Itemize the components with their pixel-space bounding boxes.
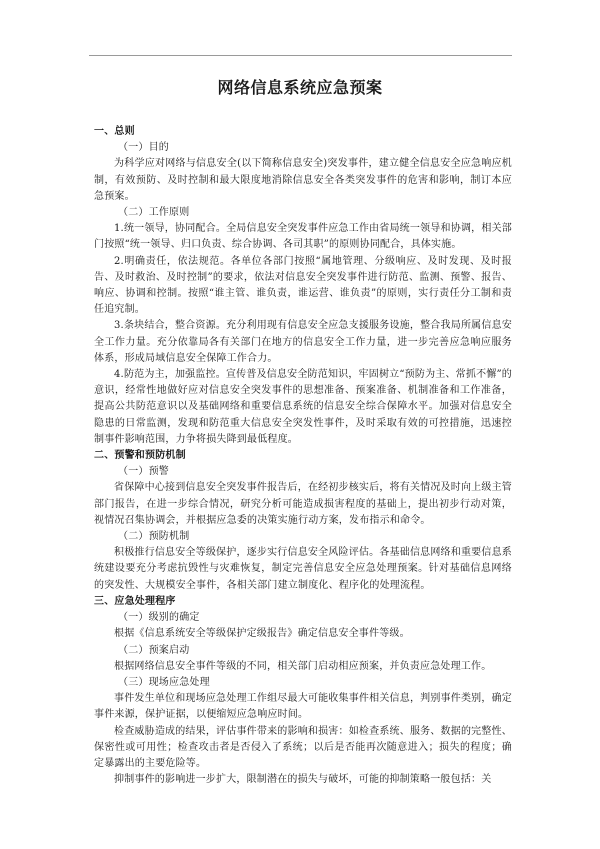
- paragraph: 4.防范为主，加强监控。宣传普及信息安全防范知识，牢固树立“预防为主、常抓不懈”的意识，经常性地做好应对信息安全突发事件的思想准备、预案准备、机制准备和工作准备，提高公共防范意识以及基础网络和重要信息系统的信息安全综合保障水平。加强对信息安全隐患的日常监测，发现和防范重大信息安全突发性事件，及时采取有效的可控措施，迅速控制事件影响范围，力争将损失降到最低程度。: [94, 369, 512, 445]
- document-body: [94, 124, 512, 788]
- subsection-heading: （二）工作原则: [118, 207, 190, 219]
- section-heading: 二、预警和预防机制: [94, 450, 186, 462]
- paragraph: 为科学应对网络与信息安全(以下简称信息安全)突发事件，建立健全信息安全应急响应机制，有效预防、及时控制和最大限度地消除信息安全各类突发事件的危害和影响，制订本应急预案。: [94, 158, 512, 202]
- paragraph: 1.统一领导，协同配合。全局信息安全突发事件应急工作由省局统一领导和协调，相关部门按照“统一领导、归口负责、综合协调、各司其职”的原则协同配合，具体实施。: [94, 223, 512, 251]
- subsection-heading: （一）预警: [118, 466, 169, 478]
- page-title: 网络信息系统应急预案: [217, 78, 383, 97]
- subsection-heading: （三）现场应急处理: [118, 676, 210, 688]
- paragraph: 省保障中心接到信息安全突发事件报告后，在经初步核实后，将有关情况及时向上级主管部门报告，在进一步综合情况，研究分析可能造成损害程度的基础上，提出初步行动对策，视情况召集协调会，并根据应急委的决策实施行动方案，发布指示和命令。: [94, 482, 512, 526]
- section-heading: 一、总则: [94, 126, 135, 137]
- subsection-heading: （一）级别的确定: [118, 612, 200, 624]
- paragraph: 检查威胁造成的结果，评估事件带来的影响和损害：如检查系统、服务、数据的完整性、保密性或可用性；检查攻击者是否侵入了系统；以后是否能再次随意进入；损失的程度；确定暴露出的主要危险等。: [94, 725, 512, 769]
- subsection-heading: （二）预防机制: [118, 531, 190, 543]
- subsection-heading: （一）目的: [118, 142, 169, 154]
- paragraph: 抑制事件的影响进一步扩大，限制潜在的损失与破坏，可能的抑制策略一般包括：关: [114, 774, 492, 786]
- section-heading: 三、应急处理程序: [94, 595, 176, 607]
- paragraph: 2.明确责任，依法规范。各单位各部门按照“属地管理、分级响应、及时发现、及时报告、及时救治、及时控制”的要求，依法对信息安全突发事件进行防范、监测、预警、报告、响应、协调和控制。按照“谁主管、谁负责，谁运营、谁负责”的原则，实行责任分工制和责任追究制。: [94, 255, 512, 316]
- subsection-heading: （二）预案启动: [118, 644, 190, 656]
- paragraph: 事件发生单位和现场应急处理工作组尽最大可能收集事件相关信息，判别事件类别，确定事件来源，保护证据，以便缩短应急响应时间。: [94, 693, 512, 721]
- paragraph: 根据《信息系统安全等级保护定级报告》确定信息安全事件等级。: [114, 628, 410, 640]
- header-rule: [89, 55, 512, 56]
- paragraph: 根据网络信息安全事件等级的不同，相关部门启动相应预案，并负责应急处理工作。: [114, 660, 492, 672]
- paragraph: 积极推行信息安全等级保护，逐步实行信息安全风险评估。各基础信息网络和重要信息系统建设要充分考虑抗毁性与灾难恢复，制定完善信息安全应急处理预案。针对基础信息网络的突发性、大规模安全事件，各相关部门建立制度化、程序化的处理流程。: [94, 547, 512, 591]
- paragraph: 3.条块结合，整合资源。充分利用现有信息安全应急支援服务设施，整合我局所属信息安全工作力量。充分依靠局各有关部门在地方的信息安全工作力量，进一步完善应急响应服务体系，形成局域信息安全保障工作合力。: [94, 320, 512, 364]
